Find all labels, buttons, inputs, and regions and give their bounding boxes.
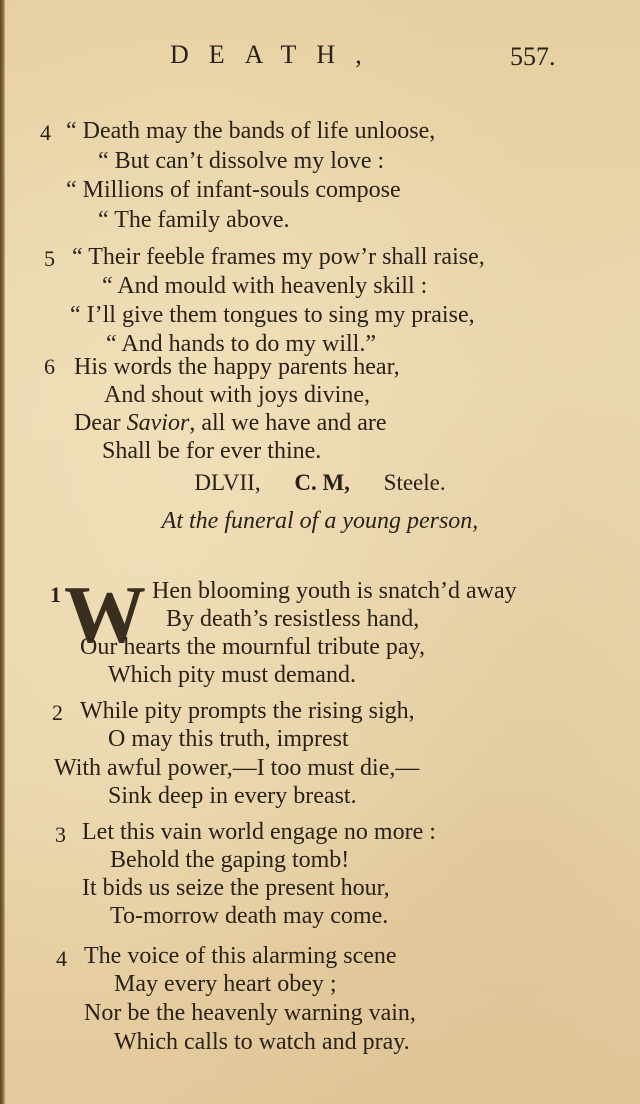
verse-line: Sink deep in every breast. [108, 783, 357, 809]
hymn-meter: C. M, [294, 470, 350, 495]
verse-line: “ I’ll give them tongues to sing my praise, [70, 302, 475, 328]
verse-line: And shout with joys divine, [104, 382, 371, 408]
stanza-number: 5 [44, 246, 55, 271]
verse-line: To-morrow death may come. [110, 903, 389, 929]
verse-line: “ Millions of infant-souls compose [66, 177, 401, 203]
verse-line: Let this vain world engage no more : [82, 819, 436, 845]
drop-cap: W [64, 569, 146, 660]
stanza-number: 1 [50, 582, 61, 607]
verse-line: The voice of this alarming scene [84, 943, 397, 969]
stanza-number: 4 [56, 946, 67, 971]
verse-line: “ And hands to do my will.” [106, 331, 376, 357]
hymn-number: DLVII, [194, 470, 261, 495]
verse-line: While pity prompts the rising sigh, [80, 698, 415, 724]
verse-line: By death’s resistless hand, [166, 606, 420, 632]
stanza-number: 4 [40, 120, 51, 145]
page-header [0, 40, 640, 80]
verse-line: With awful power,—I too must die,— [54, 755, 420, 781]
page-number: 557. [510, 42, 556, 71]
verse-line: His words the happy parents hear, [74, 354, 400, 380]
stanza-number: 3 [55, 822, 66, 847]
running-title: DEATH, [170, 40, 382, 69]
verse-line: Shall be for ever thine. [102, 438, 322, 464]
verse-line: “ But can’t dissolve my love : [98, 148, 385, 174]
stanza-number: 2 [52, 700, 63, 725]
hymn-author: Steele. [383, 470, 446, 495]
verse-line: O may this truth, imprest [108, 726, 349, 752]
verse-text: Dear [74, 410, 127, 436]
verse-line: May every heart obey ; [114, 971, 337, 997]
verse-line: “ The family above. [98, 207, 290, 233]
verse-line: Nor be the heavenly warning vain, [84, 1000, 416, 1026]
verse-text: , all we have and are [189, 410, 387, 436]
verse-line: Behold the gaping tomb! [110, 847, 350, 873]
stanza-number: 6 [44, 354, 55, 379]
verse-line [74, 408, 387, 438]
verse-line: Our hearts the mournful tribute pay, [80, 634, 426, 660]
verse-line: “ Their feeble frames my pow’r shall raise, [72, 244, 485, 270]
verse-line: Which calls to watch and pray. [114, 1029, 410, 1055]
verse-line: Hen blooming youth is snatch’d away [152, 578, 517, 604]
verse-line: “ And mould with heavenly skill : [102, 273, 428, 299]
page-spine-edge [0, 0, 5, 1104]
verse-line: Which pity must demand. [108, 662, 356, 688]
verse-line: “ Death may the bands of life unloose, [66, 118, 436, 144]
verse-line: It bids us seize the present hour, [82, 875, 390, 901]
hymn-occasion: At the funeral of a young person, [161, 508, 479, 534]
hymn-heading [0, 470, 640, 496]
emphasized-word: Savior [126, 410, 190, 436]
